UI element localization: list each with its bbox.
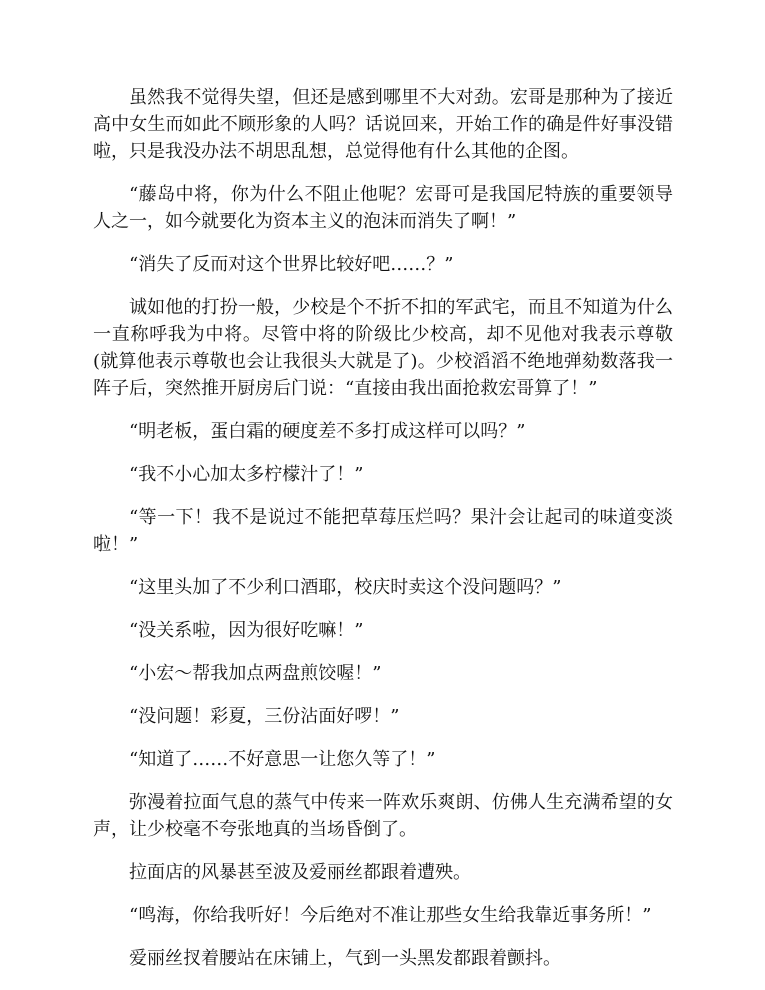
paragraph: “我不小心加太多柠檬汁了！” [129, 464, 364, 485]
paragraph: “知道了……不好意思一让您久等了！” [129, 749, 436, 770]
paragraph: “消失了反而对这个世界比较好吧……？” [129, 254, 454, 275]
paragraph: “明老板，蛋白霜的硬度差不多打成这样可以吗？” [129, 421, 526, 442]
paragraph: “等一下！我不是说过不能把草莓压烂吗？果汁会让起司的味道变淡啦！” [93, 507, 673, 555]
paragraph: “小宏～帮我加点两盘煎饺喔！” [129, 663, 382, 684]
paragraph: 虽然我不觉得失望，但还是感到哪里不大对劲。宏哥是那种为了接近高中女生而如此不顾形象的人吗？话说回来，开始工作的确是件好事没错啦，只是我没办法不胡思乱想，总觉得他有什么其他的企图。 [93, 87, 673, 162]
paragraph: 弥漫着拉面气息的蒸气中传来一阵欢乐爽朗、仿佛人生充满希望的女声，让少校毫不夸张地真的当场昏倒了。 [93, 792, 673, 840]
paragraph: 诚如他的打扮一般，少校是个不折不扣的军武宅，而且不知道为什么一直称呼我为中将。尽管中将的阶级比少校高，却不见他对我表示尊敬(就算他表示尊敬也会让我很头大就是了)。少校滔滔不绝地弹劾数落我一阵子后，突然推开厨房后门说：“直接由我出面抢救宏哥算了！” [93, 297, 673, 399]
paragraph: “没关系啦，因为很好吃嘛！” [129, 620, 364, 641]
document-page [93, 84, 673, 988]
paragraph: “鸣海，你给我听好！今后绝对不准让那些女生给我靠近事务所！” [129, 905, 652, 926]
paragraph: 拉面店的风暴甚至波及爱丽丝都跟着遭殃。 [129, 862, 471, 883]
paragraph: “没问题！彩夏，三份沾面好啰！” [129, 706, 400, 727]
paragraph: “这里头加了不少利口酒耶，校庆时卖这个没问题吗？” [129, 577, 562, 598]
paragraph: 爱丽丝扠着腰站在床铺上，气到一头黑发都跟着颤抖。 [129, 948, 561, 969]
paragraph: “藤岛中将，你为什么不阻止他呢？宏哥可是我国尼特族的重要领导人之一，如今就要化为资本主义的泡沫而消失了啊！” [93, 184, 673, 232]
